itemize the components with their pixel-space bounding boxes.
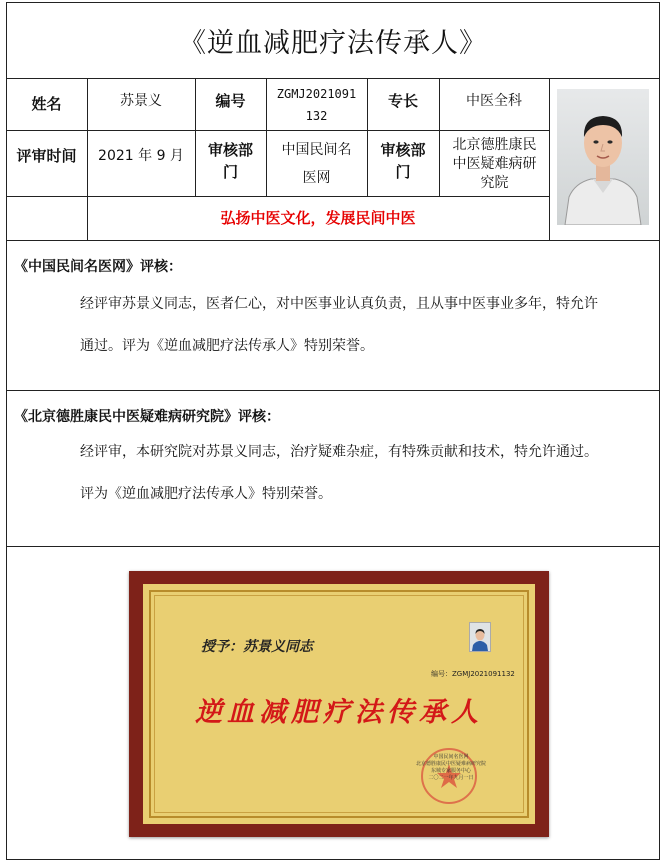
issuer-line4: 二〇二一年九月一日: [428, 775, 474, 781]
dept1-value: [266, 134, 367, 194]
page-title: 《逆血减肥疗法传承人》: [179, 27, 487, 59]
certificate-portrait: [470, 623, 490, 651]
portrait-photo: [557, 89, 649, 225]
issuer-line3: 东城专家服务中心: [430, 768, 471, 774]
id-value-line2: 132: [305, 109, 328, 123]
certificate-issuer: [381, 754, 521, 782]
portrait-illustration: [557, 89, 649, 225]
column-divider: [549, 78, 550, 240]
dept2-label: 审核部门: [380, 141, 426, 181]
id-value: [266, 82, 367, 128]
review2-heading: 《北京德胜康民中医疑难病研究院》评核：: [14, 409, 280, 425]
review1-heading: 《中国民间名医网》评核：: [14, 259, 182, 275]
issuer-line2: 北京德胜康民中医疑难病研究院: [415, 761, 486, 767]
id-label: 编号: [215, 92, 246, 110]
certificate-title: 逆血减肥疗法传承人: [195, 697, 483, 728]
certificate-plaque: [129, 571, 549, 837]
dept1-label: 审核部门: [207, 141, 253, 181]
certificate-photo: [469, 622, 491, 652]
review1-line2: 通过。评为《逆血减肥疗法传承人》特别荣誉。: [80, 338, 374, 354]
certificate-face: [143, 584, 535, 824]
review-time-value: 2021 年 9 月: [98, 148, 184, 164]
review2-line1: 经评审，本研究院对苏景义同志，治疗疑难杂症，有特殊贡献和技术，特允许通过。: [80, 444, 598, 460]
certificate-number: 编号：ZGMJ2021091132: [431, 670, 515, 678]
review1-line1: 经评审苏景义同志，医者仁心，对中医事业认真负责，且从事中医事业多年，特允许: [80, 296, 598, 312]
name-label: 姓名: [31, 95, 62, 113]
certificate-grant-text: 授予：苏景义同志: [201, 639, 313, 655]
divider: [6, 546, 660, 547]
dept1-value-line1: 中国民间名: [281, 142, 352, 158]
issuer-line1: 中国民间名医网: [433, 754, 469, 760]
slogan: 弘扬中医文化，发展民间中医: [220, 209, 416, 227]
id-value-line1: ZGMJ2021091: [276, 87, 357, 101]
specialty-value: 中医全科: [466, 93, 522, 109]
divider: [6, 390, 660, 391]
name-value: 苏景义: [120, 93, 162, 109]
divider: [6, 240, 660, 241]
review2-line2: 评为《逆血减肥疗法传承人》特别荣誉。: [80, 486, 332, 502]
dept1-value-line2: 医网: [302, 170, 331, 186]
specialty-label: 专长: [387, 92, 418, 110]
review-time-label: 评审时间: [16, 147, 77, 165]
dept2-value: 北京德胜康民中医疑难病研究院: [452, 136, 537, 191]
